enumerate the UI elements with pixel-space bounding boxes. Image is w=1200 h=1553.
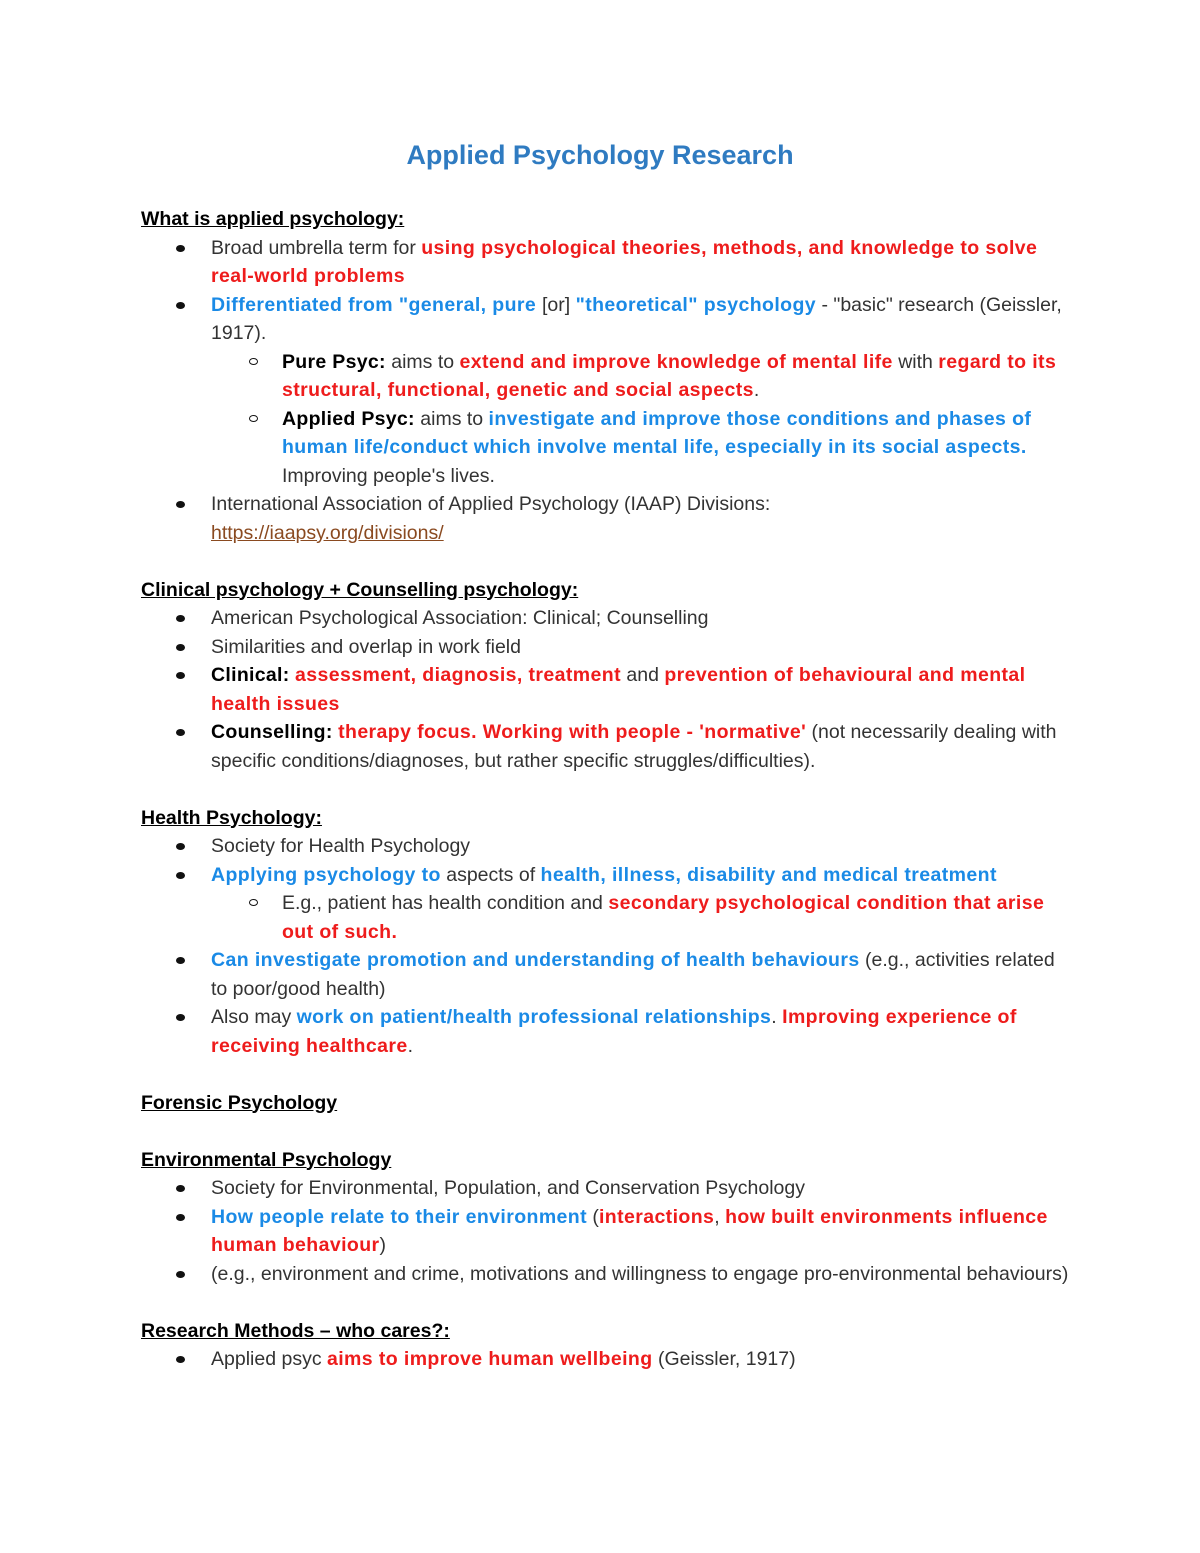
list-item: Broad umbrella term for using psychological theories, methods, and knowledge to solve real-world problems [141, 234, 1071, 291]
list-item: International Association of Applied Psychology (IAAP) Divisions: https://iaapsy.org/divisions/ [141, 490, 1071, 547]
list-item: How people relate to their environment (interactions, how built environments influence human behaviour) [141, 1203, 1071, 1260]
list-item: E.g., patient has health condition and secondary psychological condition that arise out of such. [141, 889, 1071, 946]
list-item: Differentiated from "general, pure [or] "theoretical" psychology - "basic" research (Geissler, 1917). [141, 291, 1071, 348]
list-item: Also may work on patient/health professional relationships. Improving experience of receiving healthcare. [141, 1003, 1071, 1060]
section-heading-applied: What is applied psychology: [141, 208, 405, 230]
page-title: Applied Psychology Research [406, 140, 794, 170]
list-item: Applied Psyc: aims to investigate and improve those conditions and phases of human life/conduct which involve mental life, especially in its social aspects. Improving people's lives. [141, 405, 1071, 491]
iaap-divisions-link[interactable]: https://iaapsy.org/divisions/ [211, 521, 444, 544]
list-item: Society for Environmental, Population, and Conservation Psychology [141, 1174, 1071, 1203]
list-health [141, 832, 1071, 1060]
list-item: Can investigate promotion and understanding of health behaviours (e.g., activities related to poor/good health) [141, 946, 1071, 1003]
section-heading-forensic: Forensic Psychology [141, 1091, 338, 1114]
list-item: Applying psychology to aspects of health, illness, disability and medical treatment [141, 861, 1071, 890]
list-item: Counselling: therapy focus. Working with people - 'normative' (not necessarily dealing with specific conditions/diagnoses, but rather specific struggles/difficulties). [141, 718, 1071, 775]
document-body [141, 205, 1071, 1374]
list-item: Similarities and overlap in work field [141, 633, 1071, 662]
list-item: Pure Psyc: aims to extend and improve knowledge of mental life with regard to its structural, functional, genetic and social aspects. [141, 348, 1071, 405]
list-item: (e.g., environment and crime, motivations and willingness to engage pro-environmental behaviours) [141, 1260, 1071, 1289]
section-heading-environmental: Environmental Psychology [141, 1148, 392, 1171]
list-clinical [141, 604, 1071, 775]
list-item: Clinical: assessment, diagnosis, treatment and prevention of behavioural and mental health issues [141, 661, 1071, 718]
list-item: Society for Health Psychology [141, 832, 1071, 861]
list-research-methods [141, 1345, 1071, 1374]
list-item: American Psychological Association: Clinical; Counselling [141, 604, 1071, 633]
list-item: Applied psyc aims to improve human wellbeing (Geissler, 1917) [141, 1345, 1071, 1374]
section-heading-health: Health Psychology: [141, 806, 322, 829]
section-heading-research-methods: Research Methods – who cares?: [141, 1319, 450, 1342]
list-environmental [141, 1174, 1071, 1288]
section-heading-clinical: Clinical psychology + Counselling psychology: [141, 578, 579, 601]
list-applied [141, 234, 1071, 548]
